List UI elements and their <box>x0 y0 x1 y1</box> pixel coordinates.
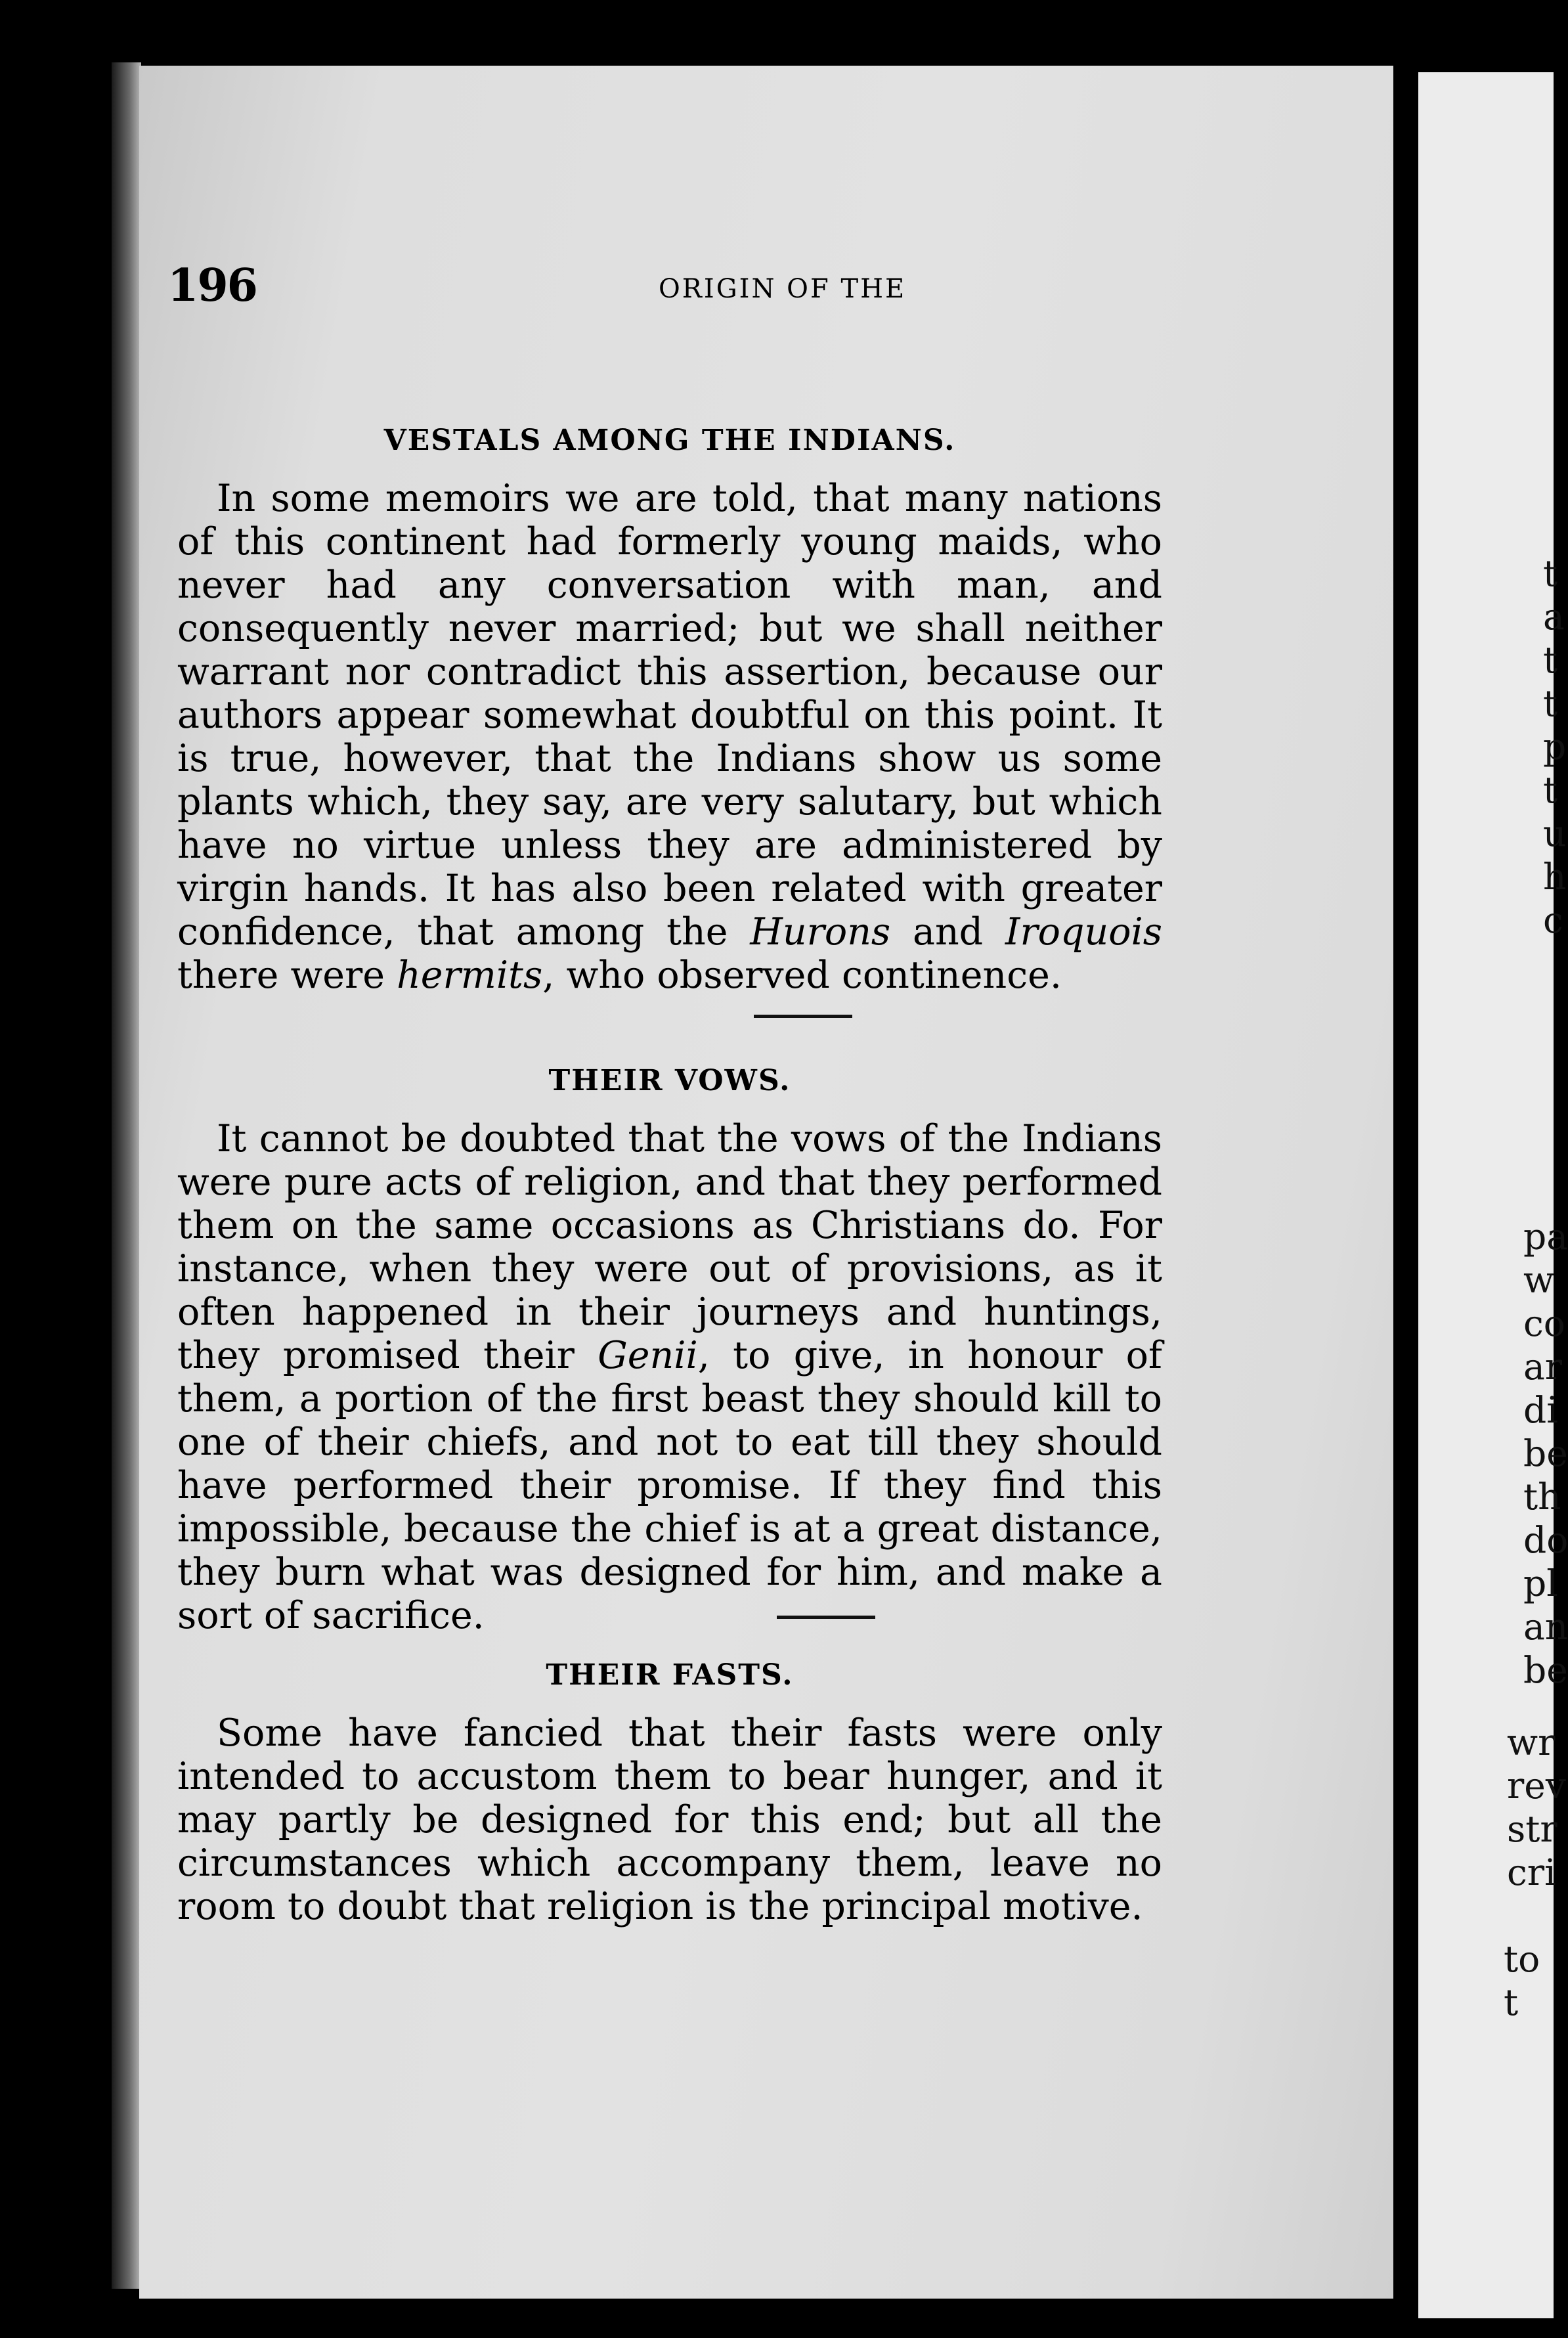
facing-page-last-line: to t <box>1504 1938 1540 2023</box>
section-paragraph: It cannot be doubted that the vows of the Indians were pure acts of religion, and that they performed them on the same occasions as Christians do. For instance, when they were out of provisions, as it often happened in their journeys and huntings, they promised their Genii, to give, in honour of them, a portion of the first beast they should kill to one of their chiefs, and not to eat till they should have performed their promise. If they find this impossible, because the chief is at a great distance, they burn what was designed for him, and make a sort of sacrifice. <box>177 1117 1162 1637</box>
facing-page-fragments-bottom: wr rev str cri <box>1507 1721 1566 1893</box>
facing-page-fragments-middle: pa w co ar di be th do pl an be <box>1523 1216 1568 1691</box>
section-heading: THEIR FASTS. <box>546 1658 794 1692</box>
facing-page-fragments-top: t a t t p t u h c <box>1543 552 1567 941</box>
running-title: ORIGIN OF THE <box>659 274 907 304</box>
section-heading: VESTALS AMONG THE INDIANS. <box>383 424 956 457</box>
section-paragraph: Some have fancied that their fasts were only intended to accustom them to bear hunger, and it may partly be designed for this end; but all the circumstances which accompany them, leave no room to doubt that religion is the principal motive. <box>177 1711 1162 1928</box>
section-paragraph: In some memoirs we are told, that many nations of this continent had formerly young maids, who never had any conversation with man, and consequently never married; but we shall neither warrant nor contradict this assertion, because our authors appear somewhat doubtful on this point. It is true, however, that the Indians show us some plants which, they say, are very salutary, but which have no virtue unless they are administered by virgin hands. It has also been related with greater confidence, that among the Hurons and Iroquois there were hermits, who observed continence. <box>177 477 1162 997</box>
section-divider <box>754 1015 852 1018</box>
section-fasts <box>177 1658 1162 1928</box>
section-vows <box>177 1064 1162 1637</box>
facing-page <box>1418 72 1568 2318</box>
section-heading: THEIR VOWS. <box>548 1064 791 1097</box>
running-head <box>167 259 1165 319</box>
section-divider <box>777 1616 875 1619</box>
page-number: 196 <box>167 259 257 312</box>
section-vestals <box>177 424 1162 997</box>
scan-edge-shadow <box>112 62 141 2289</box>
